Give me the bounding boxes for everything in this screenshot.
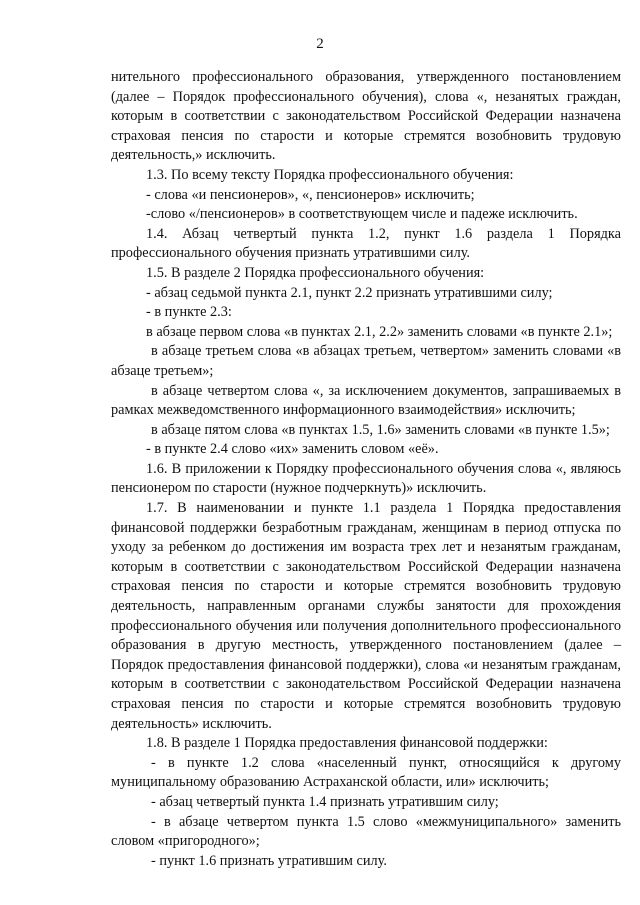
paragraph: в абзаце пятом слова «в пунктах 1.5, 1.6» заменить словами «в пункте 1.5»; [151, 421, 610, 438]
paragraph: в абзаце четвертом слова «, за исключением документов, запрашиваемых в рамках межведомственного информационного взаимодействия» исключить; [111, 382, 621, 419]
paragraph: 1.8. В разделе 1 Порядка предоставления финансовой поддержки: [146, 735, 548, 752]
document-body [111, 68, 621, 871]
paragraph: в абзаце первом слова «в пунктах 2.1, 2.2» заменить словами «в пункте 2.1»; [146, 323, 613, 340]
paragraph: нительного профессионального образования, утвержденного постановлением (далее – Порядок профессионального обучения), слова «, незанятых граждан, которым в соответствии с законодательством Российской Федерации назначена страховая пенсия по старости и которые стремятся возобновить трудовую деятельность,» исключить. [111, 69, 621, 164]
paragraph: -слово «/пенсионеров» в соответствующем числе и падеже исключить. [146, 206, 578, 223]
paragraph: 1.6. В приложении к Порядку профессионального обучения слова «, являюсь пенсионером по старости (нужное подчеркнуть)» исключить. [111, 460, 621, 497]
paragraph: - абзац седьмой пункта 2.1, пункт 2.2 признать утратившими силу; [146, 284, 553, 301]
paragraph: - абзац четвертый пункта 1.4 признать утратившим силу; [151, 793, 499, 810]
paragraph: - в пункте 2.3: [146, 304, 232, 321]
paragraph: 1.7. В наименовании и пункте 1.1 раздела 1 Порядка предоставления финансовой поддержки безработным гражданам, женщинам в период отпуска по уходу за ребенком до достижения им возраста трех лет и незанятым гражданам, которым в соответствии с законодательством Российской Федерации назначена страховая пенсия по старости и которые стремятся возобновить трудовую деятельность, направленным органами службы занятости для прохождения профессионального обучения или получения дополнительного профессионального образования в другую местность, утвержденного постановлением (далее – Порядок предоставления финансовой поддержки), слова «и незанятым гражданам, которым в соответствии с законодательством Российской Федерации назначена страховая пенсия по старости и которые стремятся возобновить трудовую деятельность» исключить. [111, 500, 621, 732]
paragraph: - в абзаце четвертом пункта 1.5 слово «межмуниципального» заменить словом «пригородного»; [111, 813, 621, 850]
paragraph: 1.4. Абзац четвертый пункта 1.2, пункт 1.6 раздела 1 Порядка профессионального обучения признать утратившими силу. [111, 225, 621, 262]
paragraph: - пункт 1.6 признать утратившим силу. [151, 852, 387, 869]
paragraph: - слова «и пенсионеров», «, пенсионеров» исключить; [146, 186, 475, 203]
paragraph: 1.3. По всему тексту Порядка профессионального обучения: [146, 166, 514, 183]
page-number: 2 [316, 36, 324, 52]
paragraph: - в пункте 1.2 слова «населенный пункт, относящийся к другому муниципальному образованию Астраханской области, или» исключить; [111, 754, 621, 791]
paragraph: - в пункте 2.4 слово «их» заменить словом «её». [146, 441, 439, 458]
paragraph: 1.5. В разделе 2 Порядка профессионального обучения: [146, 264, 485, 281]
paragraph: в абзаце третьем слова «в абзацах третьем, четвертом» заменить словами «в абзаце третьем»; [111, 343, 621, 379]
